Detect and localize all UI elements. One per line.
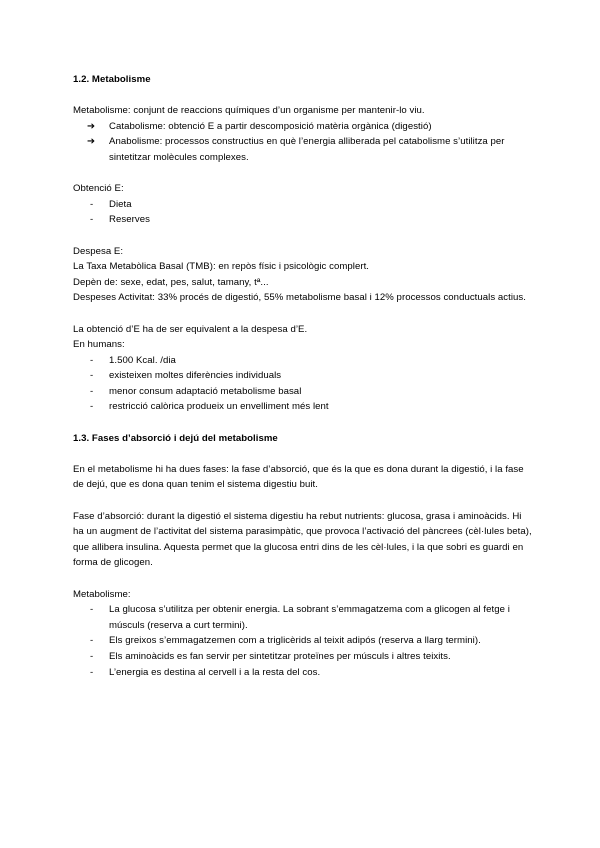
fase-absorcio-paragraph: Fase d’absorció: durant la digestió el sistema digestiu ha rebut nutrients: glucosa, grasa i aminoàcids. Hi ha un augment de l’activitat del sistema parasimpàtic, que provoca l’activació del pàncrees (cèl·lules beta), que allibera insulina. Aquesta permet que la glucosa entri dins de les cèl·lules, i la que sobri es guardi en forma de glicogen. — [73, 510, 532, 569]
arrow-icon: ➔ — [87, 136, 96, 148]
obtencio-list — [73, 197, 533, 228]
list-item: ➔ Catabolisme: obtenció E a partir descomposició matèria orgànica (digestió) — [73, 119, 533, 135]
obtencio-title: Obtenció E: — [73, 183, 124, 195]
arrow-icon: ➔ — [87, 120, 96, 132]
list-item: - existeixen moltes diferències individuals — [90, 370, 282, 382]
humans-title: En humans: — [73, 339, 125, 351]
list-item: - L’energia es destina al cervell i a la resta del cos. — [90, 666, 321, 678]
list-item: - Els aminoàcids es fan servir per sintetitzar proteïnes per músculs i altres teixits. — [90, 650, 451, 662]
list-item: - Els greixos s’emmagatzemen com a triglicèrids al teixit adipós (reserva a llarg termini). — [90, 635, 481, 647]
list-item: - Dieta — [90, 198, 132, 210]
document-body — [73, 72, 533, 680]
despesa-line: Depèn de: sexe, edat, pes, salut, tamany, tª... — [73, 276, 269, 288]
list-item: - menor consum adaptació metabolisme basal — [90, 385, 302, 397]
list-item: - La glucosa s’utilitza per obtenir energia. La sobrant s’emmagatzema com a glicogen al fetge i músculs (reserva a curt termini). — [90, 604, 510, 631]
metabolism-types-list — [73, 119, 533, 166]
fases-intro: En el metabolisme hi ha dues fases: la fase d’absorció, que és la que es dona durant la digestió, i la fase de dejú, que es dona quan tenim el sistema digestiu buit. — [73, 463, 524, 491]
list-item: - restricció calòrica produeix un envelliment més lent — [90, 401, 329, 413]
equivalence-statement: La obtenció d’E ha de ser equivalent a la despesa d’E. — [73, 323, 308, 335]
metabolisme-list — [73, 602, 533, 680]
list-item: - 1.500 Kcal. /dia — [90, 354, 176, 366]
despesa-line: La Taxa Metabòlica Basal (TMB): en repòs físic i psicològic complert. — [73, 261, 370, 273]
list-item: ➔ Anabolisme: processos constructius en què l’energia alliberada pel catabolisme s’utilitza per sintetitzar molècules complexes. — [87, 136, 505, 163]
humans-list — [73, 353, 533, 415]
list-item: - Reserves — [90, 214, 150, 226]
metabolisme-title: Metabolisme: — [73, 588, 131, 600]
despesa-title: Despesa E: — [73, 245, 124, 257]
section-heading-metabolisme: 1.2. Metabolisme — [73, 74, 151, 85]
despesa-line: Despeses Activitat: 33% procés de digestió, 55% metabolisme basal i 12% processos conductuals actius. — [73, 292, 526, 304]
section-heading-fases: 1.3. Fases d’absorció i dejú del metabolisme — [73, 432, 278, 444]
metabolisme-definition: Metabolisme: conjunt de reaccions químiques d’un organisme per mantenir-lo viu. — [73, 105, 425, 117]
